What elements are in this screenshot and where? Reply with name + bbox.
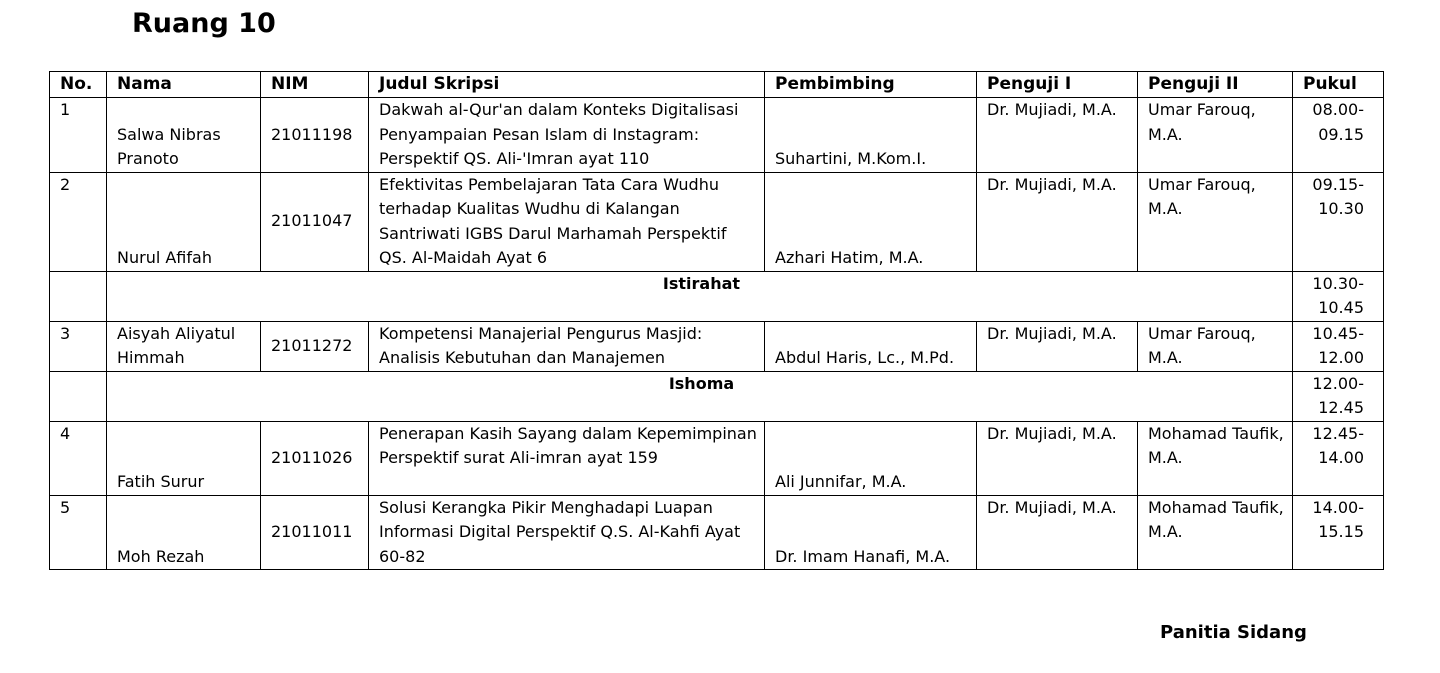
cell-penguji-1: Dr. Mujiadi, M.A. xyxy=(977,421,1138,495)
cell-no-empty xyxy=(50,371,107,421)
header-row xyxy=(50,72,1384,98)
cell-nim: 21011272 xyxy=(261,321,369,371)
header-pembimbing: Pembimbing xyxy=(765,72,977,98)
table-row xyxy=(50,421,1384,495)
cell-nama: Nurul Afifah xyxy=(107,172,261,271)
schedule-body xyxy=(50,72,1384,570)
cell-judul: Dakwah al-Qur'an dalam Konteks Digitalisasi Penyampaian Pesan Islam di Instagram: Perspektif QS. Ali-'Imran ayat 110 xyxy=(369,98,765,173)
cell-pembimbing: Suhartini, M.Kom.I. xyxy=(765,98,977,173)
cell-nama: Aisyah Aliyatul Himmah xyxy=(107,321,261,371)
cell-no: 4 xyxy=(50,421,107,495)
cell-penguji-1: Dr. Mujiadi, M.A. xyxy=(977,321,1138,371)
header-nama: Nama xyxy=(107,72,261,98)
table-row xyxy=(50,495,1384,570)
cell-judul: Kompetensi Manajerial Pengurus Masjid: Analisis Kebutuhan dan Manajemen xyxy=(369,321,765,371)
cell-nim: 21011047 xyxy=(261,172,369,271)
cell-pukul: 08.00-09.15 xyxy=(1293,98,1384,173)
cell-pembimbing: Ali Junnifar, M.A. xyxy=(765,421,977,495)
cell-no-empty xyxy=(50,271,107,321)
page-title: Ruang 10 xyxy=(132,8,276,39)
table-row xyxy=(50,321,1384,371)
schedule-table xyxy=(49,71,1384,570)
cell-penguji-1: Dr. Mujiadi, M.A. xyxy=(977,495,1138,570)
cell-no: 3 xyxy=(50,321,107,371)
cell-pukul: 10.30-10.45 xyxy=(1293,271,1384,321)
header-pukul: Pukul xyxy=(1293,72,1384,98)
cell-pukul: 09.15-10.30 xyxy=(1293,172,1384,271)
cell-pukul: 14.00-15.15 xyxy=(1293,495,1384,570)
cell-nama: Salwa Nibras Pranoto xyxy=(107,98,261,173)
cell-penguji-2: Mohamad Taufik, M.A. xyxy=(1138,495,1293,570)
cell-penguji-1: Dr. Mujiadi, M.A. xyxy=(977,172,1138,271)
cell-no: 2 xyxy=(50,172,107,271)
cell-nim: 21011198 xyxy=(261,98,369,173)
header-no: No. xyxy=(50,72,107,98)
cell-nama: Fatih Surur xyxy=(107,421,261,495)
table-row xyxy=(50,98,1384,173)
cell-pukul: 12.45-14.00 xyxy=(1293,421,1384,495)
cell-nim: 21011011 xyxy=(261,495,369,570)
header-penguji-2: Penguji II xyxy=(1138,72,1293,98)
cell-judul: Solusi Kerangka Pikir Menghadapi Luapan Informasi Digital Perspektif Q.S. Al-Kahfi Ayat 60-82 xyxy=(369,495,765,570)
cell-penguji-2: Mohamad Taufik, M.A. xyxy=(1138,421,1293,495)
header-penguji-1: Penguji I xyxy=(977,72,1138,98)
signature-label: Panitia Sidang xyxy=(1160,622,1307,643)
cell-pembimbing: Dr. Imam Hanafi, M.A. xyxy=(765,495,977,570)
break-label: Istirahat xyxy=(107,271,1293,321)
cell-judul: Efektivitas Pembelajaran Tata Cara Wudhu terhadap Kualitas Wudhu di Kalangan Santriwati IGBS Darul Marhamah Perspektif QS. Al-Maidah Ayat 6 xyxy=(369,172,765,271)
cell-no: 5 xyxy=(50,495,107,570)
cell-no: 1 xyxy=(50,98,107,173)
cell-penguji-2: Umar Farouq, M.A. xyxy=(1138,172,1293,271)
cell-nim: 21011026 xyxy=(261,421,369,495)
cell-pukul: 12.00-12.45 xyxy=(1293,371,1384,421)
cell-penguji-2: Umar Farouq, M.A. xyxy=(1138,321,1293,371)
cell-penguji-1: Dr. Mujiadi, M.A. xyxy=(977,98,1138,173)
cell-pukul: 10.45-12.00 xyxy=(1293,321,1384,371)
table-row xyxy=(50,172,1384,271)
break-row xyxy=(50,371,1384,421)
cell-nama: Moh Rezah xyxy=(107,495,261,570)
break-label: Ishoma xyxy=(107,371,1293,421)
cell-pembimbing: Abdul Haris, Lc., M.Pd. xyxy=(765,321,977,371)
header-judul: Judul Skripsi xyxy=(369,72,765,98)
cell-judul: Penerapan Kasih Sayang dalam Kepemimpinan Perspektif surat Ali-imran ayat 159 xyxy=(369,421,765,495)
cell-penguji-2: Umar Farouq, M.A. xyxy=(1138,98,1293,173)
break-row xyxy=(50,271,1384,321)
cell-pembimbing: Azhari Hatim, M.A. xyxy=(765,172,977,271)
header-nim: NIM xyxy=(261,72,369,98)
